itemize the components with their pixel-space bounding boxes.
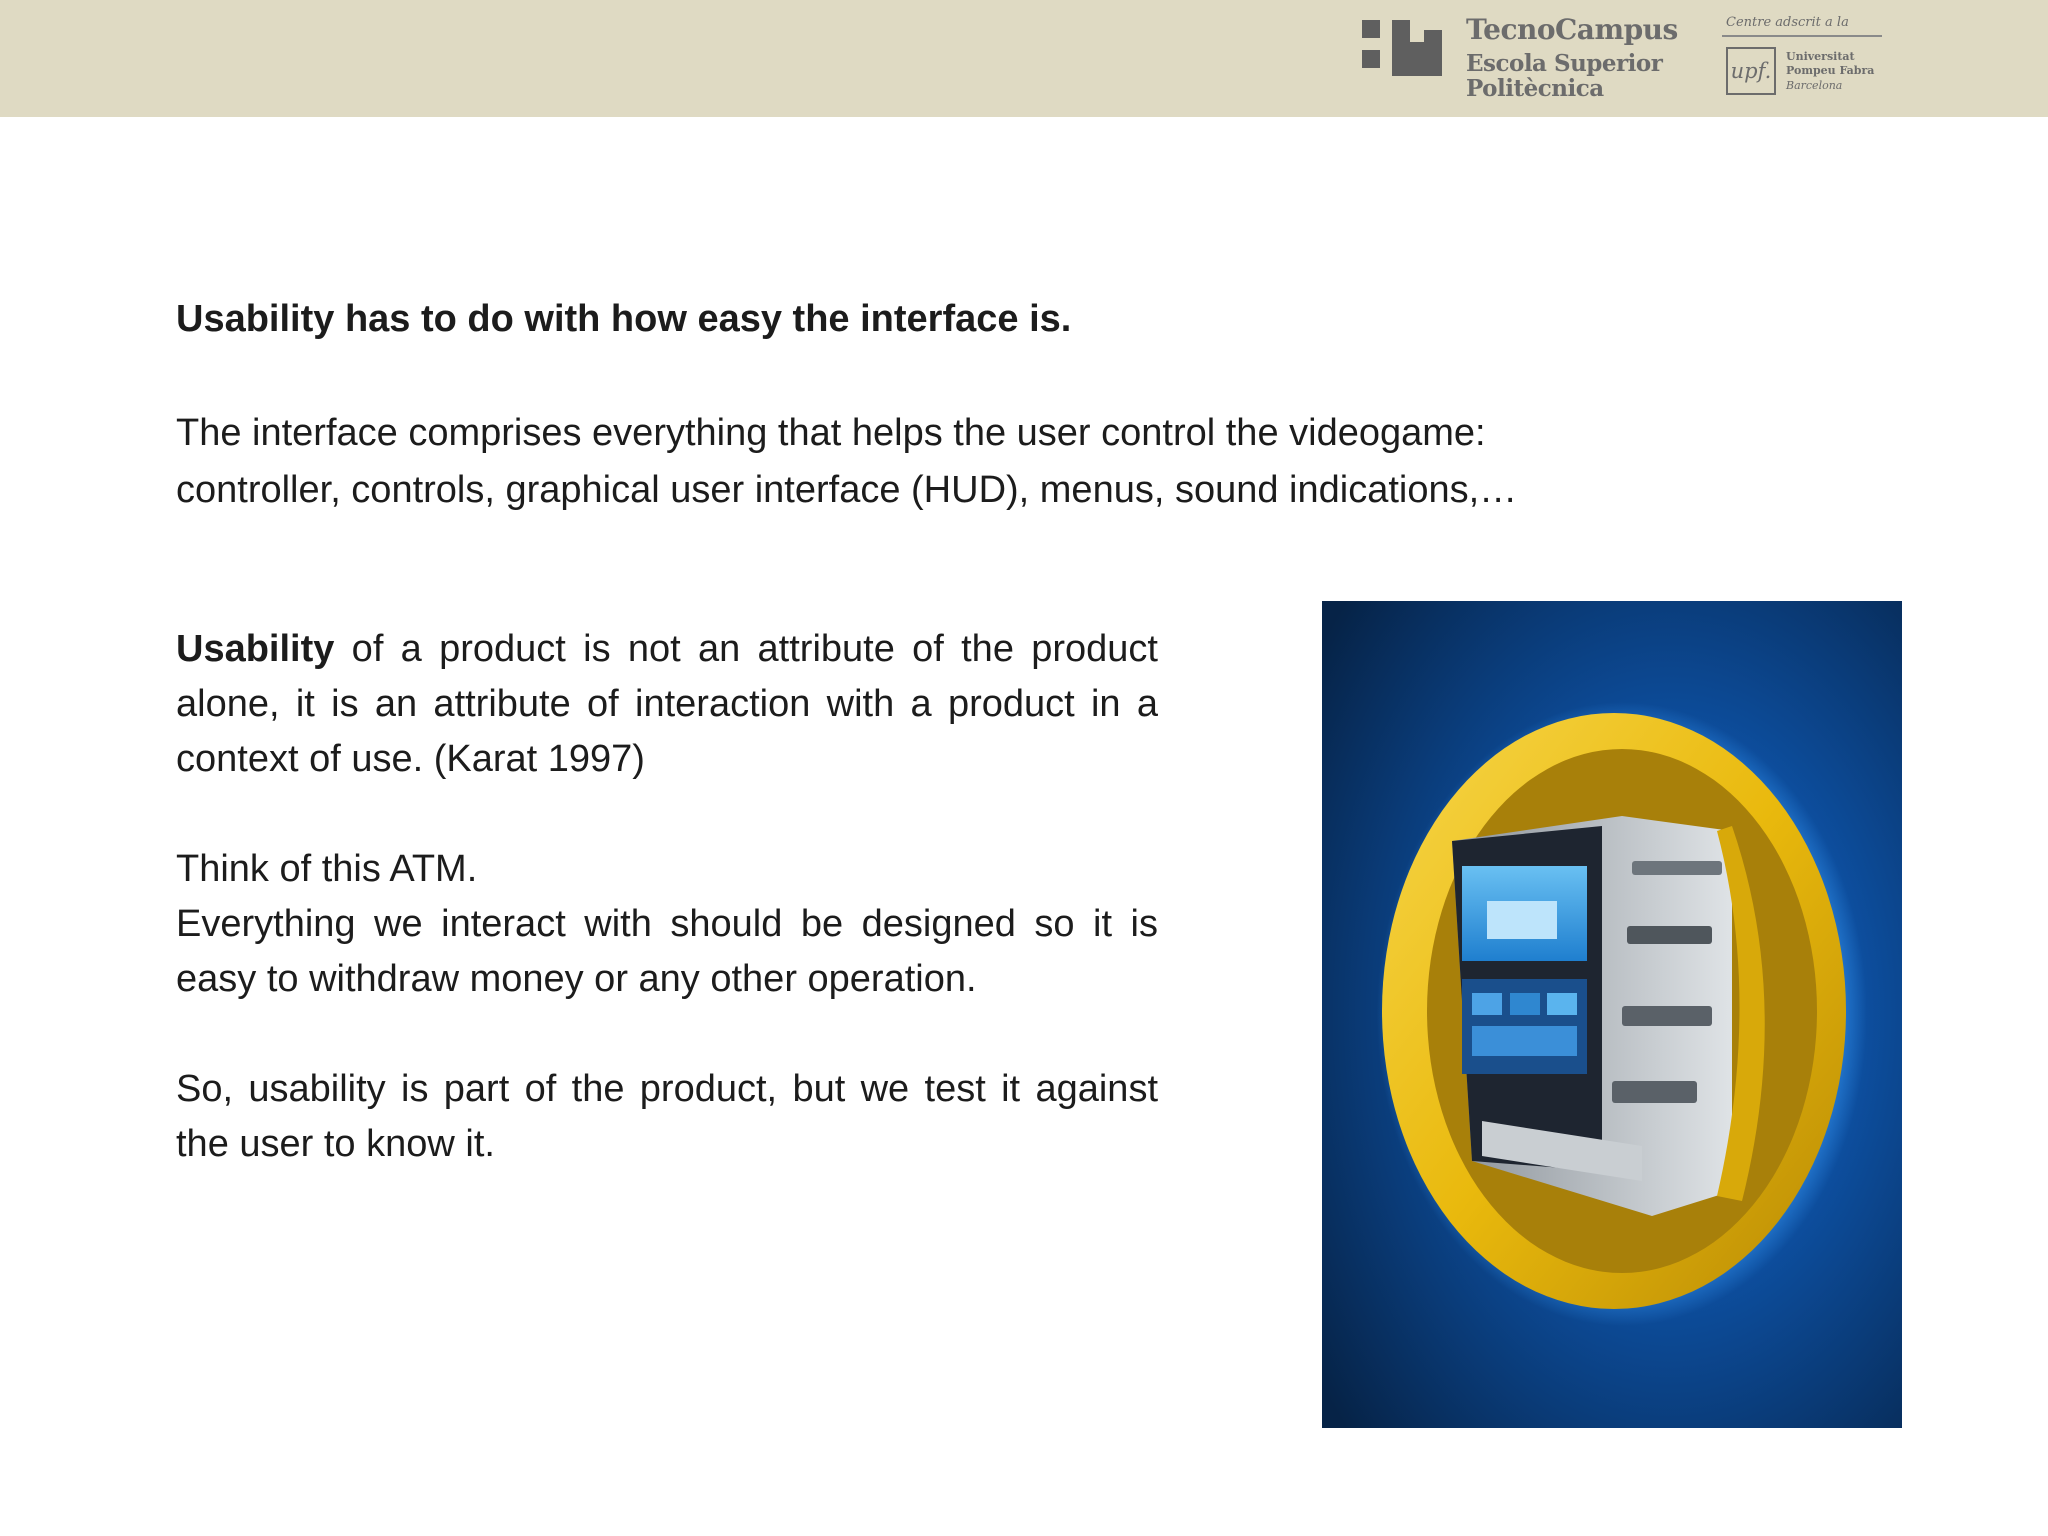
header-bar xyxy=(0,0,2048,117)
tecnocampus-logo-text xyxy=(1466,13,1678,102)
atm-image xyxy=(1322,601,1902,1428)
intro-line-2: controller, controls, graphical user interface (HUD), menus, sound indications,… xyxy=(176,469,1518,511)
upf-line-3: Barcelona xyxy=(1786,78,1843,92)
tecnocampus-name: TecnoCampus xyxy=(1466,13,1678,46)
upf-line-2: Pompeu Fabra xyxy=(1786,64,1875,78)
intro-line-1: The interface comprises everything that helps the user control the videogame: xyxy=(176,412,1486,454)
upf-line-1: Universitat xyxy=(1786,50,1855,63)
definition-term: Usability xyxy=(176,628,335,670)
tecnocampus-logo-icon xyxy=(1362,20,1442,76)
upf-logo-text xyxy=(1786,50,1874,93)
atm-paragraph-line-1: Think of this ATM. xyxy=(176,848,478,890)
tecnocampus-school: Escola Superior xyxy=(1466,50,1663,77)
upf-divider xyxy=(1722,35,1882,37)
definition-text: of a product is not an attribute of the product alone, it is an attribute of interaction with a product in a context of use. (Karat 1997) xyxy=(176,628,1158,780)
slide-heading: Usability has to do with how easy the interface is. xyxy=(176,298,1072,340)
conclusion-paragraph: So, usability is part of the product, but we test it against the user to know it. xyxy=(176,1068,1158,1165)
intro-paragraph xyxy=(176,405,1676,519)
body-text xyxy=(176,622,1158,1172)
tecnocampus-school-2: Politècnica xyxy=(1466,75,1604,102)
upf-logo-mark: upf. xyxy=(1726,47,1776,95)
atm-paragraph-line-2: Everything we interact with should be designed so it is easy to withdraw money or any other operation. xyxy=(176,903,1158,1000)
upf-caption: Centre adscrit a la xyxy=(1726,15,1849,30)
definition-paragraph xyxy=(176,622,1158,787)
